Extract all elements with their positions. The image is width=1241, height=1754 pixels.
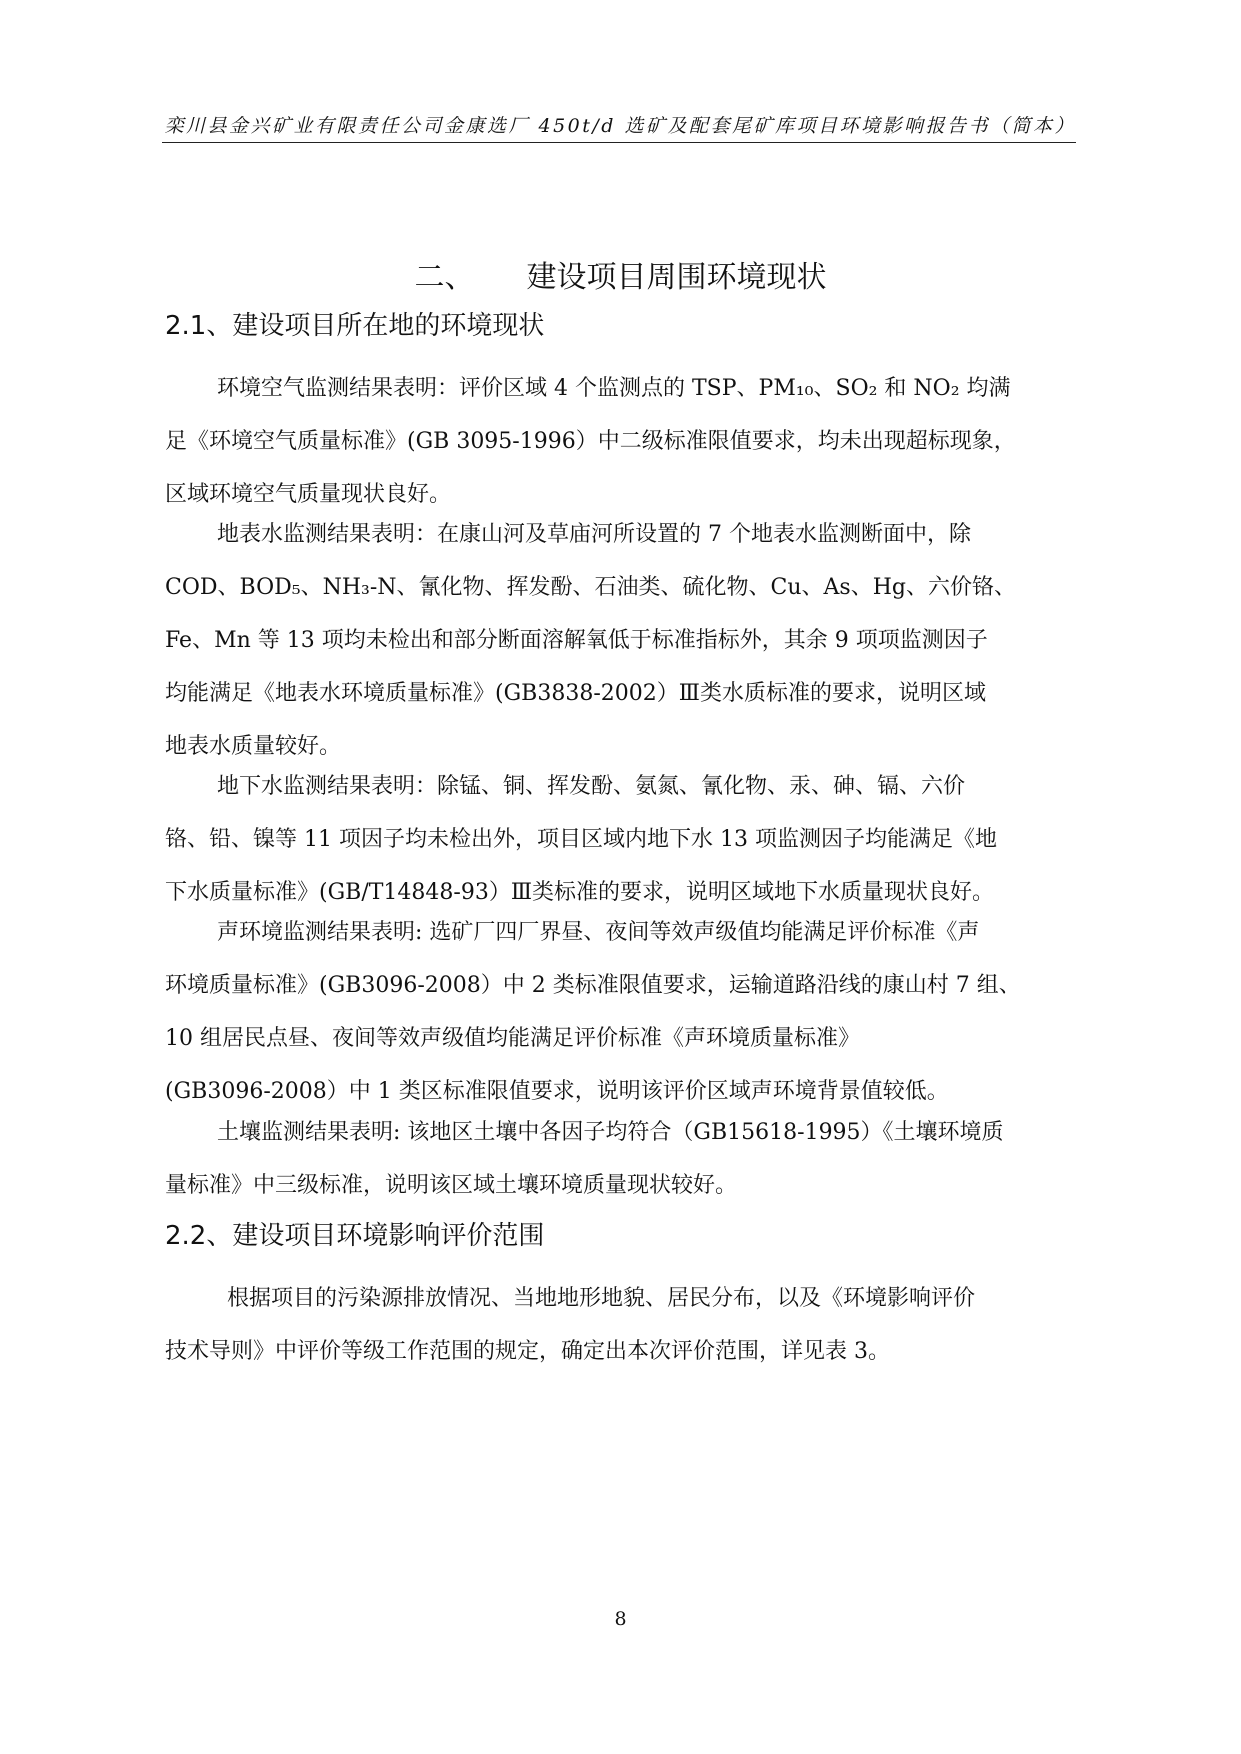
section-title-2-2: 2.2、建设项目环境影响评价范围 bbox=[165, 1221, 545, 1251]
running-header: 栾川县金兴矿业有限责任公司金康选厂 450t/d 选矿及配套尾矿库项目环境影响报告书（简本） bbox=[162, 112, 1076, 143]
paragraph-line: COD、BOD₅、NH₃-N、氰化物、挥发酚、石油类、硫化物、Cu、As、Hg、六价铬、 bbox=[165, 575, 1016, 600]
paragraph-line: 区域环境空气质量现状良好。 bbox=[165, 482, 452, 507]
paragraph-line: 10 组居民点昼、夜间等效声级值均能满足评价标准《声环境质量标准》 bbox=[165, 1026, 860, 1051]
paragraph-line: 地表水监测结果表明：在康山河及草庙河所设置的 7 个地表水监测断面中，除 bbox=[217, 522, 971, 547]
paragraph-line: 量标准》中三级标准，说明该区域土壤环境质量现状较好。 bbox=[165, 1173, 738, 1198]
paragraph-line: 均能满足《地表水环境质量标准》(GB3838-2002）Ⅲ类水质标准的要求，说明区域 bbox=[165, 681, 986, 706]
chapter-title-text: 建设项目周围环境现状 bbox=[526, 260, 827, 295]
paragraph-noise-monitoring bbox=[165, 906, 1075, 1118]
paragraph-line: 环境质量标准》(GB3096-2008）中 2 类标准限值要求，运输道路沿线的康山村 7 组、 bbox=[165, 973, 1021, 998]
paragraph-line: (GB3096-2008）中 1 类区标准限值要求，说明该评价区域声环境背景值较低。 bbox=[165, 1079, 949, 1104]
page-number: 8 bbox=[614, 1608, 627, 1630]
chapter-number: 二、 bbox=[414, 260, 475, 295]
paragraph-groundwater-monitoring bbox=[165, 760, 1075, 919]
paragraph-line: Fe、Mn 等 13 项均未检出和部分断面溶解氧低于标准指标外，其余 9 项项监测因子 bbox=[165, 628, 988, 653]
paragraph-line: 地表水质量较好。 bbox=[165, 734, 342, 759]
paragraph-evaluation-scope bbox=[165, 1272, 1075, 1378]
paragraph-line: 足《环境空气质量标准》(GB 3095-1996）中二级标准限值要求，均未出现超标现象， bbox=[165, 429, 1016, 454]
paragraph-soil-monitoring bbox=[165, 1106, 1075, 1212]
paragraph-line: 根据项目的污染源排放情况、当地地形地貌、居民分布，以及《环境影响评价 bbox=[227, 1286, 976, 1311]
paragraph-line: 下水质量标准》(GB/T14848-93）Ⅲ类标准的要求，说明区域地下水质量现状良好。 bbox=[165, 880, 995, 905]
paragraph-air-monitoring bbox=[165, 362, 1075, 521]
paragraph-line: 地下水监测结果表明：除锰、铜、挥发酚、氨氮、氰化物、汞、砷、镉、六价 bbox=[217, 774, 966, 799]
paragraph-line: 土壤监测结果表明: 该地区土壤中各因子均符合（GB15618-1995）《土壤环境质 bbox=[217, 1120, 1004, 1145]
chapter-title bbox=[0, 258, 1241, 298]
paragraph-line: 声环境监测结果表明: 选矿厂四厂界昼、夜间等效声级值均能满足评价标准《声 bbox=[217, 920, 980, 945]
paragraph-line: 铬、铅、镍等 11 项因子均未检出外，项目区域内地下水 13 项监测因子均能满足《地 bbox=[165, 827, 997, 852]
paragraph-surface-water-monitoring bbox=[165, 508, 1075, 773]
section-title-2-1: 2.1、建设项目所在地的环境现状 bbox=[165, 311, 545, 341]
paragraph-line: 环境空气监测结果表明：评价区域 4 个监测点的 TSP、PM₁₀、SO₂ 和 NO₂ 均满 bbox=[217, 376, 1011, 401]
paragraph-line: 技术导则》中评价等级工作范围的规定，确定出本次评价范围，详见表 3。 bbox=[165, 1339, 890, 1364]
